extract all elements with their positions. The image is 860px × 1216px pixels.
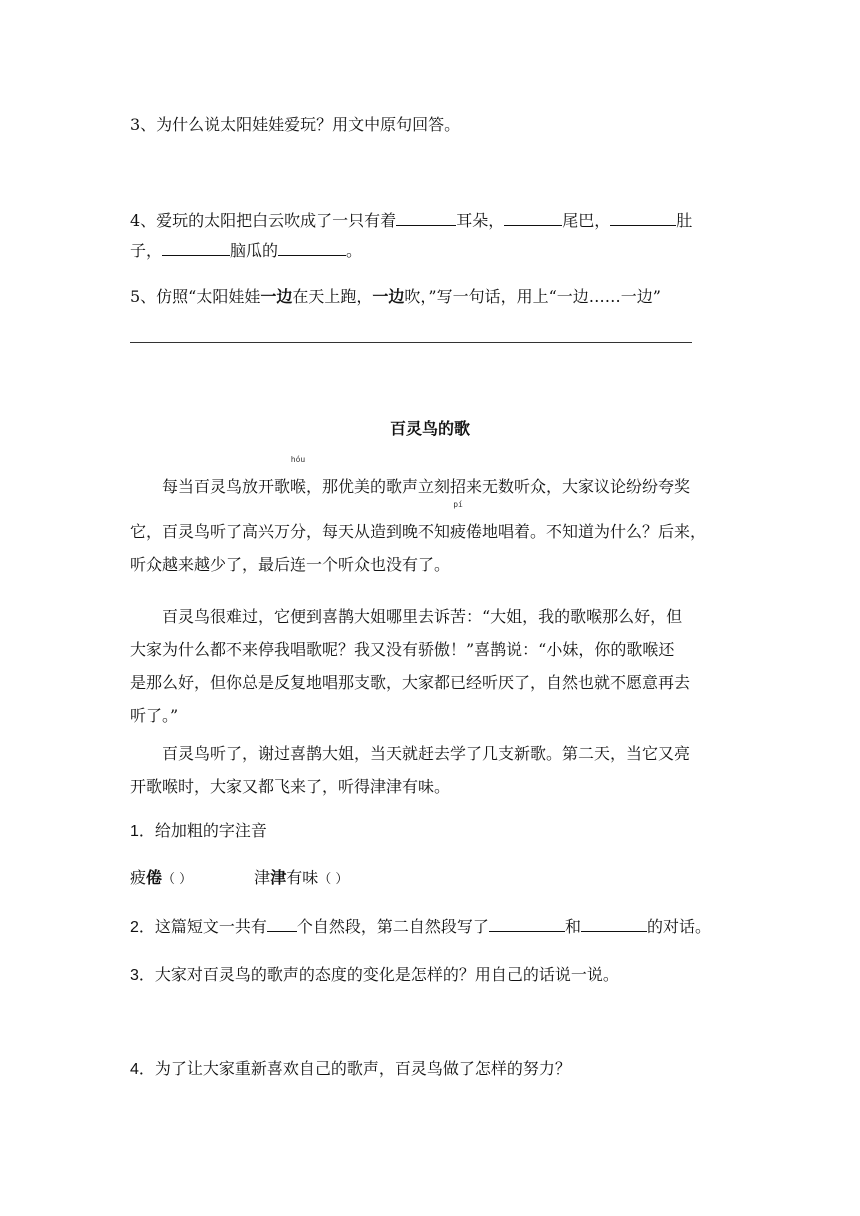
q4-text-3: 尾巴， (562, 211, 611, 230)
question-5-top (130, 286, 730, 308)
paragraph-line: 大家为什么都不来停我唱歌呢？我又没有骄傲！”喜鹊说：“小妹，你的歌喉还 (130, 640, 675, 659)
p1-text-d: 倦地唱着。不知道为什么？后来， (466, 522, 707, 541)
answer-line[interactable] (130, 342, 692, 343)
paragraph-line: 百灵鸟听了，谢过喜鹊大姐，当天就赶去学了几支新歌。第二天，当它又亮 (162, 744, 691, 763)
pinyin-answer-slot[interactable]: （ ） (318, 872, 349, 887)
paragraph-line: 开歌喉时，大家又都飞来了，听得津津有味。 (130, 777, 451, 796)
paragraph-line (130, 455, 730, 503)
q5-bold-2: 一边 (372, 287, 405, 306)
question-3-top: 3、为什么说太阳娃娃爱玩？用文中原句回答。 (130, 115, 461, 134)
item-a-bold-char: 倦 (146, 868, 163, 887)
q4-text-5: 子， (130, 241, 163, 260)
question-2 (130, 916, 730, 939)
answer-blank[interactable] (610, 211, 676, 226)
question-4 (130, 1058, 730, 1081)
annotated-hanzi: 疲 (450, 522, 467, 541)
annotated-hanzi: 喉 (290, 477, 307, 496)
annotated-char (290, 455, 307, 503)
paragraph-line: 是那么好，但你总是反复地唱那支歌，大家都已经听厌了，自然也就不愿意再去 (130, 673, 691, 692)
paragraph-line (130, 500, 730, 548)
pinyin-annotation: pí (453, 500, 463, 509)
answer-blank[interactable] (396, 211, 456, 226)
question-1 (130, 820, 730, 843)
p1-text-c: 它，百灵鸟听了高兴万分，每天从造到晚不知 (130, 522, 451, 541)
question-4-top-line2 (130, 240, 730, 262)
question-text: 给加粗的字注音 (154, 821, 267, 840)
question-text: 大家对百灵鸟的歌声的态度的变化是怎样的？用自己的话说一说。 (154, 965, 619, 984)
answer-blank[interactable] (278, 241, 346, 256)
paragraph-line: 百灵鸟很难过，它便到喜鹊大姐哪里去诉苦：“大姐，我的歌喉那么好，但 (162, 607, 683, 626)
story-paragraph-1 (130, 455, 730, 581)
story-title: 百灵鸟的歌 (389, 419, 470, 438)
question-4-top-line1 (130, 210, 730, 232)
question-1-items (130, 867, 730, 891)
q4-text-4: 肚 (676, 211, 693, 230)
q5-suffix: 吹，”写一句话，用上“一边……一边” (404, 287, 661, 306)
answer-blank[interactable] (489, 917, 565, 932)
q4-text-7: 。 (346, 241, 363, 260)
q2-text-b: 个自然段，第二自然段写了 (296, 917, 489, 936)
question-number: 3． (130, 967, 155, 984)
q5-mid: 在天上跑， (292, 287, 373, 306)
q2-text-a: 这篇短文一共有 (154, 917, 267, 936)
question-3 (130, 964, 730, 987)
question-number: 4． (130, 1061, 155, 1078)
q5-bold-1: 一边 (260, 287, 293, 306)
question-text: 为了让大家重新喜欢自己的歌声，百灵鸟做了怎样的努力？ (154, 1059, 571, 1078)
answer-blank[interactable] (267, 917, 297, 932)
q4-text-1: 4、爱玩的太阳把白云吹成了一只有着 (130, 211, 397, 230)
item-b-char: 津 (254, 868, 271, 887)
story-paragraph-3 (130, 737, 730, 803)
q2-text-c: 和 (564, 917, 581, 936)
question-number: 1． (130, 823, 155, 840)
p1-text-a: 每当百灵鸟放开歌 (162, 477, 291, 496)
pinyin-annotation: hóu (290, 455, 306, 464)
q2-text-d: 的对话。 (646, 917, 711, 936)
pinyin-answer-slot[interactable]: （ ） (162, 872, 193, 887)
annotated-char (450, 500, 467, 548)
item-a-char: 疲 (130, 868, 147, 887)
q4-text-2: 耳朵， (456, 211, 505, 230)
paragraph-line: 听了。” (130, 706, 179, 725)
story-paragraph-2 (130, 600, 730, 732)
q4-text-6: 脑瓜的 (230, 241, 279, 260)
answer-blank[interactable] (504, 211, 562, 226)
q5-prefix: 5、仿照“太阳娃娃 (130, 287, 261, 306)
answer-blank[interactable] (581, 917, 647, 932)
question-number: 2． (130, 919, 155, 936)
answer-blank[interactable] (162, 241, 230, 256)
item-b-bold-char: 津 (270, 868, 287, 887)
p1-text-b: ，那优美的歌声立刻招来无数听众，大家议论纷纷夸奖 (306, 477, 691, 496)
item-b-rest: 有味 (286, 868, 319, 887)
paragraph-line: 听众越来越少了，最后连一个听众也没有了。 (130, 555, 451, 574)
